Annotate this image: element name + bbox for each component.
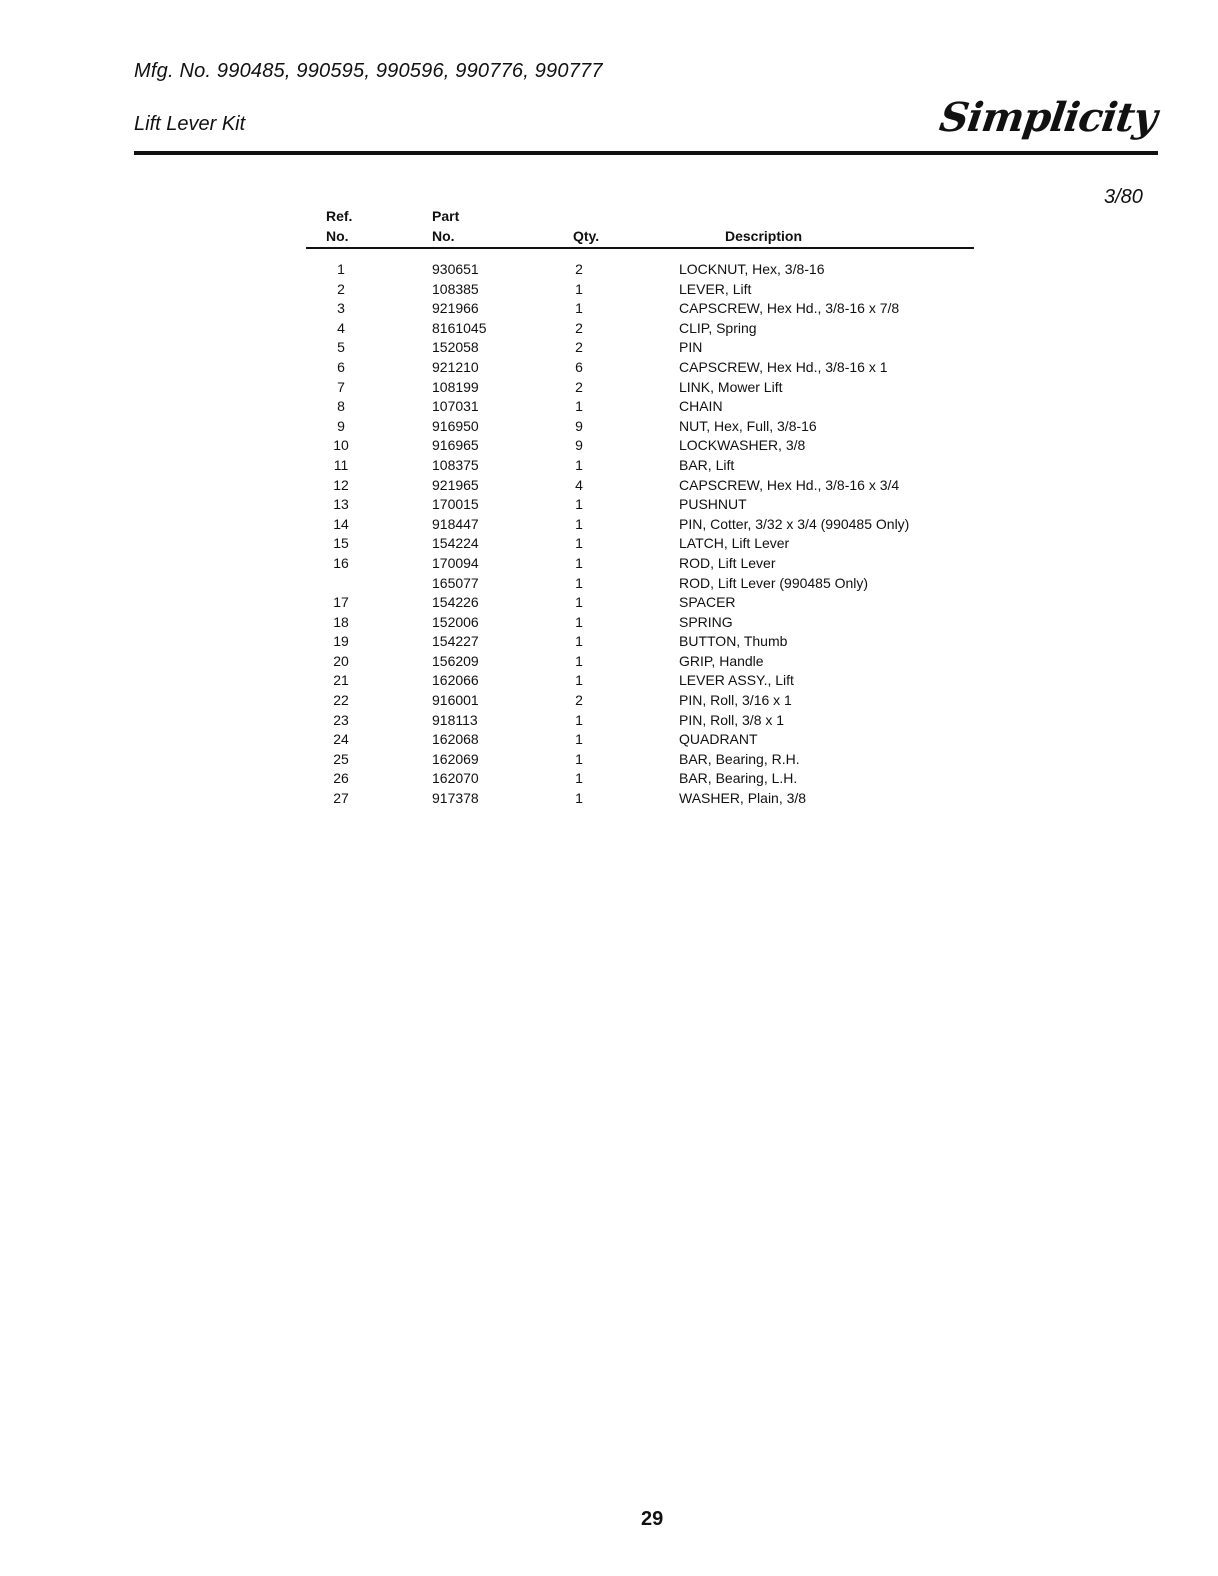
part-number-cell: 921965 (432, 476, 479, 493)
column-header-ref (326, 206, 352, 246)
page-title: Lift Lever Kit (134, 113, 246, 135)
table-row (0, 632, 1218, 652)
ref-cell: 21 (333, 672, 349, 689)
column-header-ref-line2: No. (326, 228, 349, 244)
table-row (0, 574, 1218, 594)
table-row (0, 260, 1218, 280)
description-cell: CHAIN (679, 398, 723, 415)
page-number: 29 (641, 1508, 664, 1530)
qty-cell: 2 (575, 378, 583, 395)
table-row (0, 456, 1218, 476)
description-cell: BUTTON, Thumb (679, 633, 788, 650)
ref-cell: 15 (333, 535, 349, 552)
qty-cell: 1 (575, 574, 583, 591)
description-cell: BAR, Lift (679, 456, 735, 473)
table-row (0, 613, 1218, 633)
table-row (0, 554, 1218, 574)
part-number-cell: 930651 (432, 261, 479, 277)
qty-cell: 1 (575, 672, 583, 689)
table-row (0, 593, 1218, 613)
qty-cell: 1 (575, 515, 583, 532)
ref-cell: 1 (337, 261, 345, 277)
part-number-cell: 162066 (432, 672, 479, 689)
table-row (0, 358, 1218, 378)
description-cell: ROD, Lift Lever (990485 Only) (679, 574, 869, 591)
ref-cell: 20 (333, 652, 349, 669)
qty-cell: 1 (575, 711, 583, 728)
qty-cell: 1 (575, 770, 583, 787)
ref-cell: 6 (337, 358, 345, 375)
part-number-cell: 170094 (432, 554, 479, 571)
description-cell: BAR, Bearing, L.H. (679, 770, 798, 787)
qty-cell: 1 (575, 398, 583, 415)
part-number-cell: 918113 (432, 711, 478, 728)
part-number-cell: 916001 (432, 692, 479, 709)
table-row (0, 671, 1218, 691)
qty-cell: 2 (575, 692, 583, 709)
qty-cell: 1 (575, 790, 583, 807)
description-cell: ROD, Lift Lever (679, 554, 776, 571)
ref-cell: 22 (333, 692, 349, 709)
qty-cell: 1 (575, 300, 583, 317)
qty-cell: 1 (575, 594, 583, 611)
part-number-cell: 8161045 (432, 319, 487, 336)
part-number-cell: 154224 (432, 535, 479, 552)
description-cell: LOCKNUT, Hex, 3/8-16 (679, 261, 825, 277)
table-row (0, 750, 1218, 770)
description-cell: LEVER ASSY., Lift (679, 672, 794, 689)
ref-cell: 24 (333, 731, 349, 748)
table-row (0, 495, 1218, 515)
part-number-cell: 108199 (432, 378, 479, 395)
ref-cell: 7 (337, 378, 345, 395)
ref-cell: 13 (333, 496, 349, 513)
part-number-cell: 918447 (432, 515, 479, 532)
description-cell: SPACER (679, 594, 736, 611)
column-header-ref-line1: Ref. (326, 208, 353, 224)
ref-cell: 2 (337, 280, 345, 297)
description-cell: CAPSCREW, Hex Hd., 3/8-16 x 1 (679, 358, 888, 375)
revision-date: 3/80 (1104, 186, 1143, 208)
ref-cell: 27 (333, 790, 349, 807)
qty-cell: 9 (575, 417, 583, 434)
part-number-cell: 152058 (432, 339, 479, 356)
qty-cell: 2 (575, 261, 583, 277)
table-row (0, 769, 1218, 789)
ref-cell: 19 (333, 633, 349, 650)
ref-cell: 12 (333, 476, 349, 493)
part-number-cell: 921210 (432, 358, 479, 375)
description-cell: QUADRANT (679, 731, 758, 748)
column-header-part-line2: No. (432, 228, 455, 244)
description-cell: LINK, Mower Lift (679, 378, 783, 395)
table-row (0, 691, 1218, 711)
ref-cell: 26 (333, 770, 349, 787)
brand-logo: Simplicity (936, 94, 1160, 141)
part-number-cell: 916965 (432, 437, 479, 454)
qty-cell: 1 (575, 456, 583, 473)
table-row (0, 417, 1218, 437)
table-row (0, 711, 1218, 731)
ref-cell: 25 (333, 750, 349, 767)
qty-cell: 2 (575, 339, 583, 356)
table-row (0, 652, 1218, 672)
part-number-cell: 154226 (432, 594, 479, 611)
ref-cell: 16 (333, 554, 349, 571)
table-row (0, 515, 1218, 535)
description-cell: SPRING (679, 613, 733, 630)
ref-cell: 8 (337, 398, 345, 415)
table-row (0, 436, 1218, 456)
ref-cell: 23 (333, 711, 349, 728)
qty-cell: 6 (575, 358, 583, 375)
description-cell: PIN (679, 339, 703, 356)
description-cell: LEVER, Lift (679, 280, 752, 297)
column-header-part (432, 206, 459, 246)
column-header-qty: Qty. (573, 228, 600, 244)
qty-cell: 1 (575, 496, 583, 513)
ref-cell: 14 (333, 515, 349, 532)
mfg-numbers: Mfg. No. 990485, 990595, 990596, 990776, 990777 (134, 60, 603, 82)
part-number-cell: 921966 (432, 300, 479, 317)
description-cell: PIN, Roll, 3/8 x 1 (679, 711, 785, 728)
description-cell: LATCH, Lift Lever (679, 535, 790, 552)
part-number-cell: 107031 (432, 398, 479, 415)
table-header-divider (306, 247, 974, 249)
part-number-cell: 154227 (432, 633, 479, 650)
qty-cell: 1 (575, 535, 583, 552)
qty-cell: 1 (575, 731, 583, 748)
table-row (0, 476, 1218, 496)
table-row (0, 299, 1218, 319)
qty-cell: 1 (575, 633, 583, 650)
ref-cell: 9 (337, 417, 345, 434)
table-row (0, 397, 1218, 417)
part-number-cell: 162068 (432, 731, 479, 748)
table-row (0, 534, 1218, 554)
table-row (0, 338, 1218, 358)
table-row (0, 730, 1218, 750)
ref-cell: 3 (337, 300, 345, 317)
part-number-cell: 152006 (432, 613, 479, 630)
qty-cell: 1 (575, 652, 583, 669)
column-header-part-line1: Part (432, 208, 460, 224)
table-row (0, 280, 1218, 300)
ref-cell: 18 (333, 613, 349, 630)
part-number-cell: 162070 (432, 770, 479, 787)
column-header-description: Description (725, 228, 803, 244)
part-number-cell: 156209 (432, 652, 479, 669)
part-number-cell: 108385 (432, 280, 479, 297)
ref-cell: 4 (337, 319, 345, 336)
part-number-cell: 170015 (432, 496, 479, 513)
part-number-cell: 165077 (432, 574, 479, 591)
qty-cell: 9 (575, 437, 583, 454)
description-cell: NUT, Hex, Full, 3/8-16 (679, 417, 817, 434)
description-cell: CAPSCREW, Hex Hd., 3/8-16 x 3/4 (679, 476, 900, 493)
qty-cell: 2 (575, 319, 583, 336)
qty-cell: 1 (575, 280, 583, 297)
qty-cell: 1 (575, 613, 583, 630)
header-divider (134, 151, 1158, 155)
description-cell: CLIP, Spring (679, 319, 757, 336)
part-number-cell: 916950 (432, 417, 479, 434)
table-row (0, 319, 1218, 339)
qty-cell: 4 (575, 476, 583, 493)
qty-cell: 1 (575, 750, 583, 767)
description-cell: PUSHNUT (679, 496, 747, 513)
ref-cell: 5 (337, 339, 345, 356)
description-cell: PIN, Roll, 3/16 x 1 (679, 692, 792, 709)
ref-cell: 11 (333, 456, 349, 473)
parts-table (0, 260, 1218, 809)
ref-cell: 10 (333, 437, 349, 454)
part-number-cell: 108375 (432, 456, 479, 473)
description-cell: PIN, Cotter, 3/32 x 3/4 (990485 Only) (679, 515, 910, 532)
part-number-cell: 917378 (432, 790, 479, 807)
description-cell: GRIP, Handle (679, 652, 764, 669)
table-row (0, 378, 1218, 398)
table-row (0, 789, 1218, 809)
description-cell: CAPSCREW, Hex Hd., 3/8-16 x 7/8 (679, 300, 900, 317)
qty-cell: 1 (575, 554, 583, 571)
description-cell: LOCKWASHER, 3/8 (679, 437, 806, 454)
part-number-cell: 162069 (432, 750, 479, 767)
description-cell: BAR, Bearing, R.H. (679, 750, 800, 767)
description-cell: WASHER, Plain, 3/8 (679, 790, 807, 807)
ref-cell: 17 (333, 594, 349, 611)
